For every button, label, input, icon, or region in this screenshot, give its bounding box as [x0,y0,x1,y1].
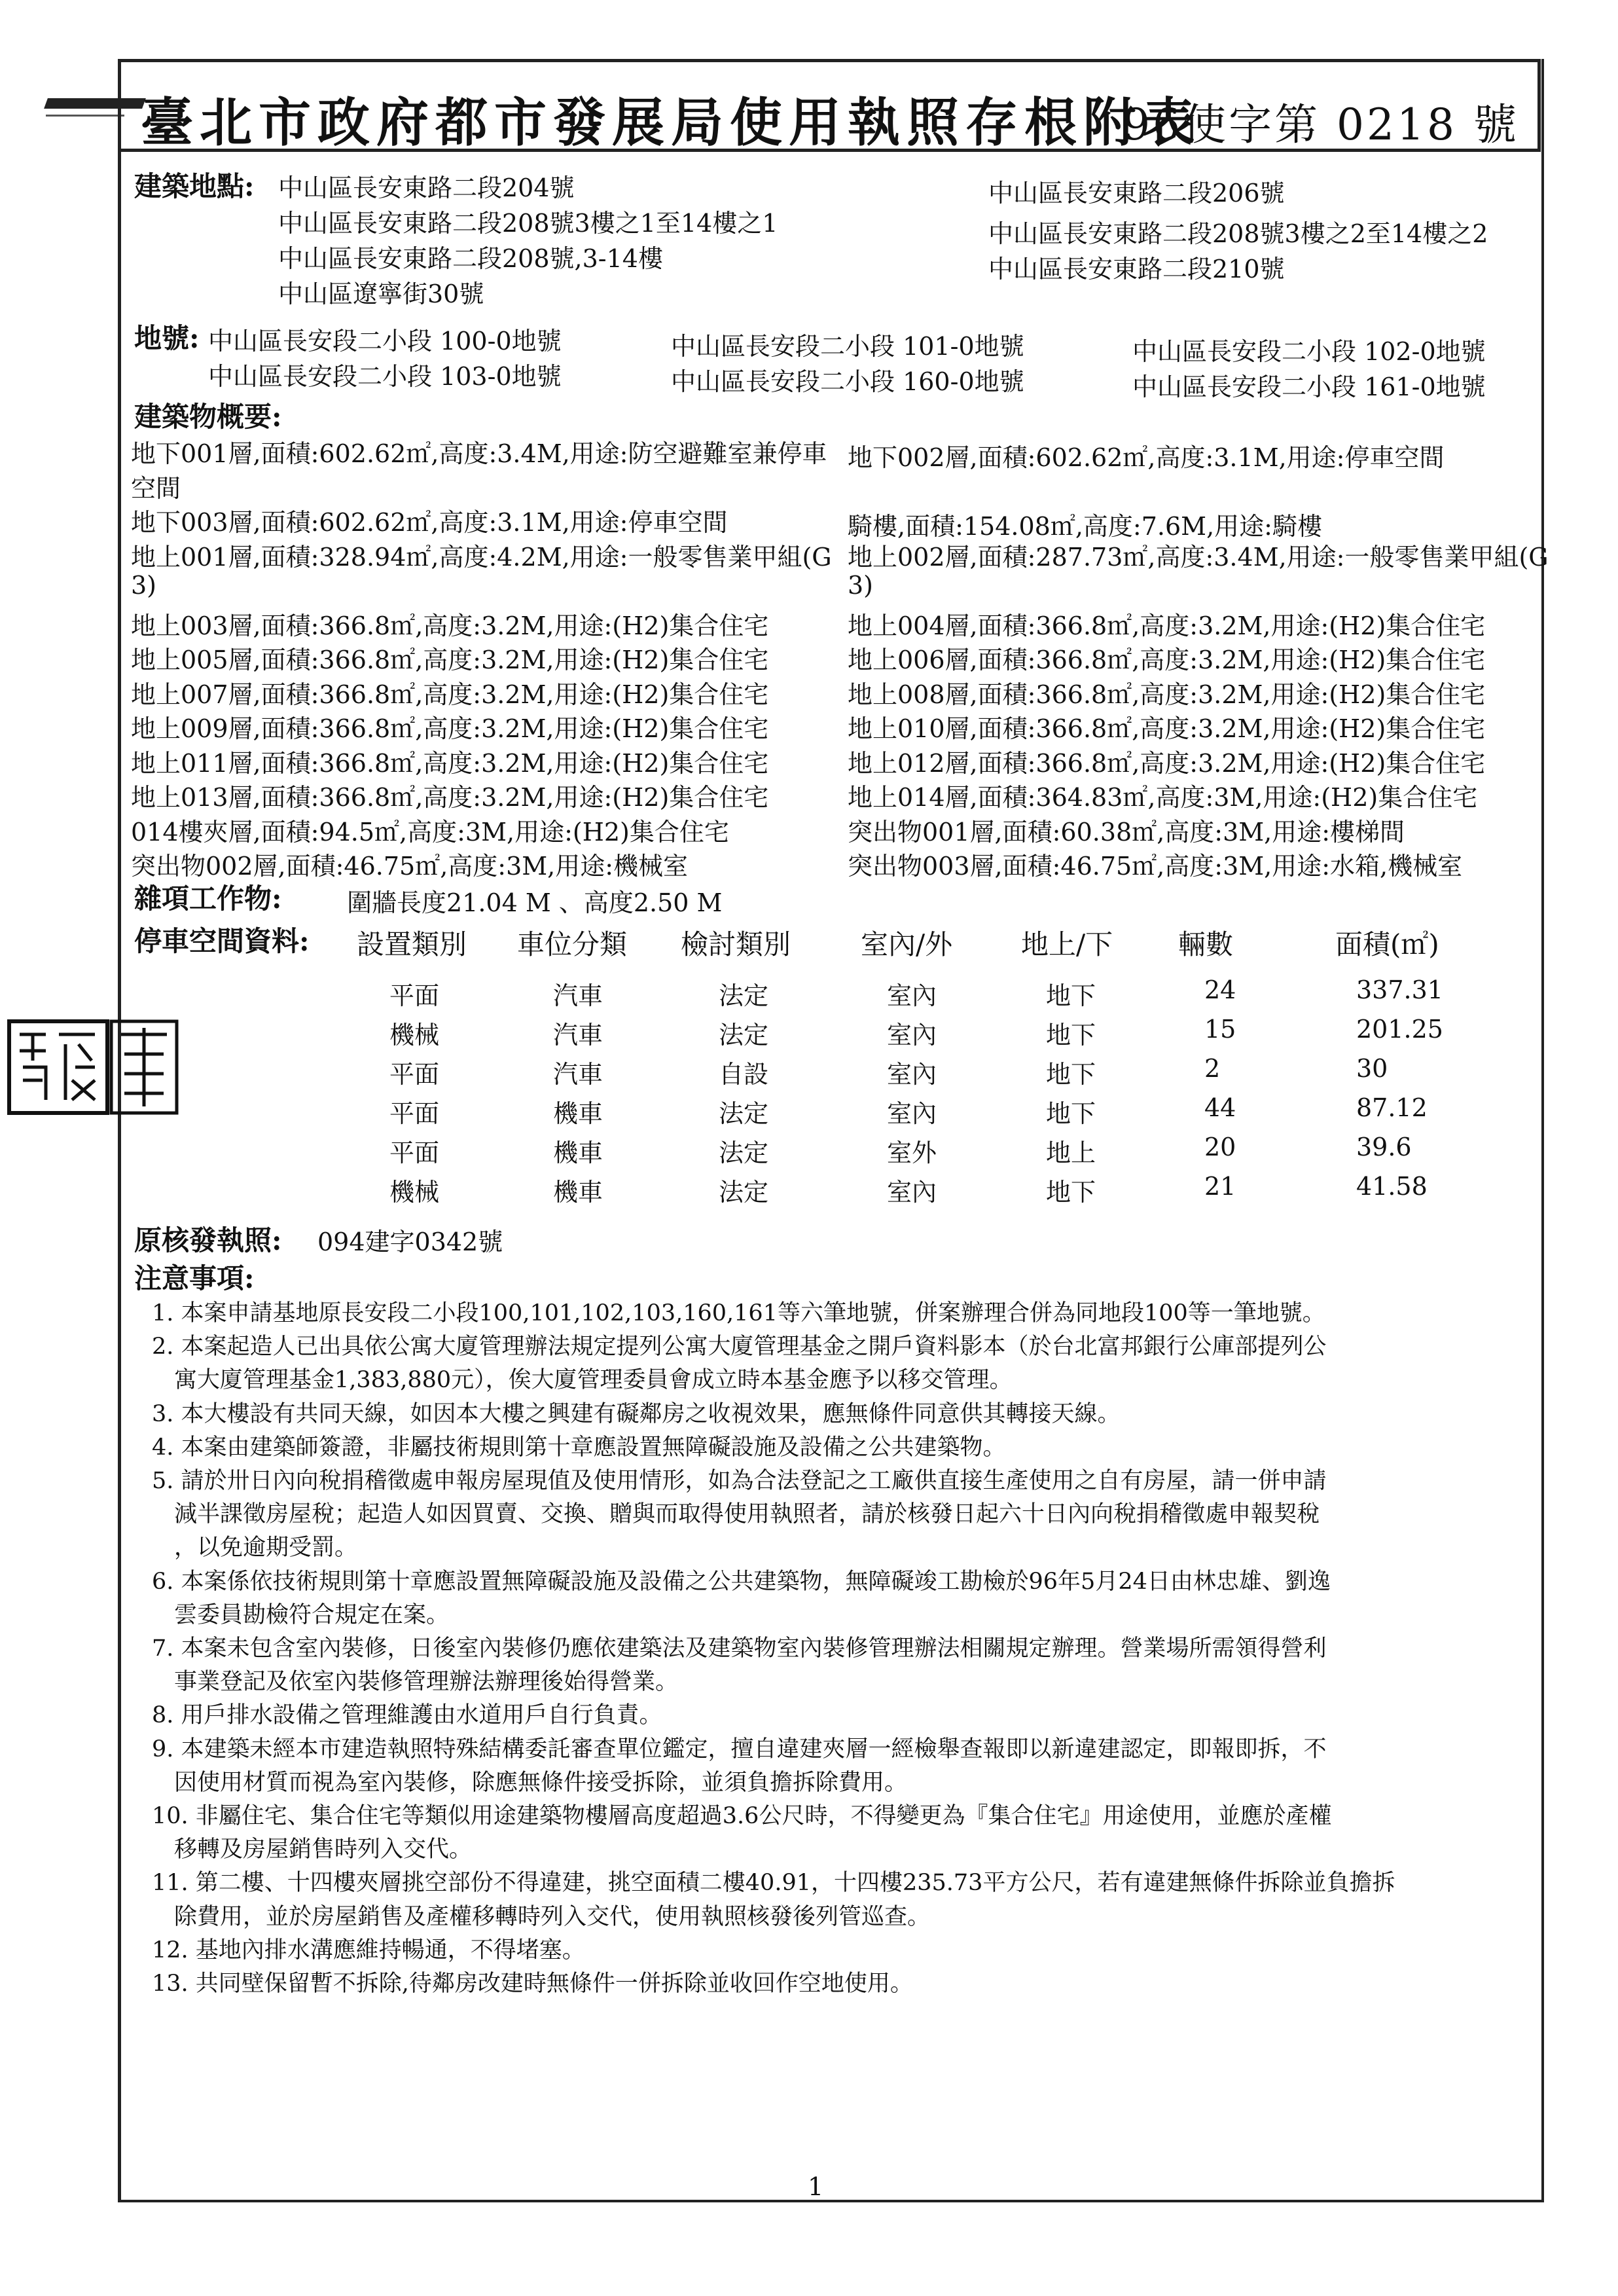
parking-header-cell: 室內/外 [861,928,953,960]
overview-item: 地上009層,面積:366.8㎡,高度:3.2M,用途:(H2)集合住宅 [131,714,769,743]
parking-cell: 機械 [389,1178,440,1207]
parking-cell: 機車 [553,1139,603,1167]
overview-item: 地上010層,面積:366.8㎡,高度:3.2M,用途:(H2)集合住宅 [848,714,1486,743]
parking-cell: 337.31 [1356,975,1443,1004]
misc-value: 圍牆長度21.04 M 、高度2.50 M [347,888,723,917]
original-permit-value: 094建字0342號 [317,1228,503,1256]
parking-cell: 法定 [719,981,769,1010]
overview-label: 建築物概要: [134,401,282,433]
note-line: 13. 共同壁保留暫不拆除,待鄰房改建時無條件一併拆除並收回作空地使用。 [152,1971,913,1997]
parking-cell: 15 [1204,1015,1236,1044]
parking-cell: 39.6 [1356,1133,1412,1161]
site-address: 中山區遼寧街30號 [278,280,484,308]
note-line: 2. 本案起造人已出具依公寓大廈管理辦法規定提列公寓大廈管理基金之開戶資料影本（於台北富邦銀行公庫部提列公 [152,1334,1327,1360]
note-line: 移轉及房屋銷售時列入交代。 [174,1836,473,1863]
parking-cell: 地上 [1046,1139,1096,1167]
overview-item: 3) [131,571,157,600]
note-line: 10. 非屬住宅、集合住宅等類似用途建築物樓層高度超過3.6公尺時，不得變更為『集合住宅』用途使用，並應於產權 [152,1803,1332,1829]
parking-header-cell: 車位分類 [517,928,628,960]
parking-cell: 機械 [389,1021,440,1049]
parking-cell: 室外 [887,1139,937,1167]
overview-item: 地上008層,面積:366.8㎡,高度:3.2M,用途:(H2)集合住宅 [848,680,1486,709]
page-number: 1 [808,2172,824,2201]
parking-cell: 20 [1204,1133,1236,1161]
overview-item: 突出物001層,面積:60.38㎡,高度:3M,用途:樓梯間 [848,817,1405,847]
official-seal [7,1015,183,1120]
parking-cell: 汽車 [553,1021,603,1049]
parking-cell: 地下 [1046,1099,1096,1128]
parking-cell: 地下 [1046,981,1096,1010]
overview-item: 地上011層,面積:366.8㎡,高度:3.2M,用途:(H2)集合住宅 [131,748,769,778]
parking-cell: 87.12 [1356,1093,1428,1122]
overview-item: 014樓夾層,面積:94.5㎡,高度:3M,用途:(H2)集合住宅 [131,817,729,847]
note-line: 7. 本案未包含室內裝修，日後室內裝修仍應依建築法及建築物室內裝修管理辦法相關規定辦理。營業場所需領得營利 [152,1635,1327,1662]
site-address: 中山區長安東路二段204號 [278,173,575,202]
lot-number: 中山區長安段二小段 100-0地號 [208,327,562,355]
parking-cell: 法定 [719,1021,769,1049]
site-address: 中山區長安東路二段208號3樓之1至14樓之1 [278,209,778,238]
parking-cell: 44 [1204,1093,1236,1122]
site-address: 中山區長安東路二段208號,3-14樓 [278,244,663,273]
parking-cell: 室內 [887,1060,937,1089]
title-bar [118,59,1541,152]
parking-cell: 法定 [719,1178,769,1207]
parking-cell: 地下 [1046,1178,1096,1207]
overview-item: 地上006層,面積:366.8㎡,高度:3.2M,用途:(H2)集合住宅 [848,646,1486,674]
document-number: 96使字第 0218 號 [1123,100,1519,150]
parking-cell: 室內 [887,1099,937,1128]
scan-artifact-line [46,115,124,117]
note-line: 因使用材質而視為室內裝修，除應無條件接受拆除，並須負擔拆除費用。 [174,1769,908,1796]
parking-cell: 平面 [389,1060,440,1089]
note-line: 3. 本大樓設有共同天線，如因本大樓之興建有礙鄰房之收視效果，應無條件同意供其轉接天線。 [152,1400,1121,1427]
note-line: 6. 本案係依技術規則第十章應設置無障礙設施及設備之公共建築物，無障礙竣工勘檢於96年5月24日由林忠雄、劉逸 [152,1568,1331,1595]
note-line: 除費用，並於房屋銷售及產權移轉時列入交代，使用執照核發後列管巡查。 [174,1903,931,1930]
parking-cell: 2 [1204,1054,1221,1083]
note-line: 9. 本建築未經本市建造執照特殊結構委託審查單位鑑定，擅自違建夾層一經檢舉查報即以新違建認定，即報即拆，不 [152,1736,1327,1762]
overview-item: 地下001層,面積:602.62㎡,高度:3.4M,用途:防空避難室兼停車 [131,439,827,468]
parking-cell: 室內 [887,1021,937,1049]
note-line: 5. 請於卅日內向稅捐稽徵處申報房屋現值及使用情形，如為合法登記之工廠供直接生產使用之自有房屋，請一併申請 [152,1468,1327,1494]
parking-cell: 201.25 [1356,1015,1443,1044]
lot-number: 中山區長安段二小段 102-0地號 [1132,337,1486,366]
parking-cell: 平面 [389,981,440,1010]
parking-cell: 地下 [1046,1060,1096,1089]
overview-item: 突出物002層,面積:46.75㎡,高度:3M,用途:機械室 [131,852,689,881]
lot-number: 中山區長安段二小段 101-0地號 [671,332,1024,361]
parking-cell: 30 [1356,1054,1388,1083]
overview-item: 騎樓,面積:154.08㎡,高度:7.6M,用途:騎樓 [848,512,1322,541]
note-line: 4. 本案由建築師簽證，非屬技術規則第十章應設置無障礙設施及設備之公共建築物。 [152,1434,1006,1461]
parking-cell: 21 [1204,1172,1236,1201]
parking-cell: 機車 [553,1178,603,1207]
lot-number: 中山區長安段二小段 160-0地號 [671,367,1024,396]
note-line: 11. 第二樓、十四樓夾層挑空部份不得違建，挑空面積二樓40.91，十四樓235.73平方公尺，若有違建無條件拆除並負擔拆 [152,1870,1395,1897]
overview-item: 地下002層,面積:602.62㎡,高度:3.1M,用途:停車空間 [848,443,1445,472]
parking-header-cell: 地上/下 [1021,928,1113,960]
notes-label: 注意事項: [134,1262,255,1294]
note-line: 事業登記及依室內裝修管理辦法辦理後始得營業。 [174,1669,679,1696]
parking-header-cell: 面積(㎡) [1335,928,1439,960]
parking-cell: 汽車 [553,1060,603,1089]
note-line: 雲委員勘檢符合規定在案。 [174,1601,450,1628]
overview-item: 地下003層,面積:602.62㎡,高度:3.1M,用途:停車空間 [131,508,728,537]
overview-item: 地上005層,面積:366.8㎡,高度:3.2M,用途:(H2)集合住宅 [131,646,769,674]
site-address: 中山區長安東路二段206號 [988,179,1285,208]
parking-cell: 汽車 [553,981,603,1010]
note-line: 寓大廈管理基金1,383,880元），俟大廈管理委員會成立時本基金應予以移交管理。 [174,1367,1013,1394]
overview-item: 地上013層,面積:366.8㎡,高度:3.2M,用途:(H2)集合住宅 [131,783,769,812]
overview-item: 地上007層,面積:366.8㎡,高度:3.2M,用途:(H2)集合住宅 [131,680,769,709]
parking-header-cell: 輛數 [1178,928,1234,960]
parking-cell: 室內 [887,1178,937,1207]
misc-label: 雜項工作物: [134,883,282,915]
overview-item: 地上012層,面積:366.8㎡,高度:3.2M,用途:(H2)集合住宅 [848,748,1486,778]
overview-item: 3) [848,571,874,600]
parking-cell: 平面 [389,1139,440,1167]
parking-header-cell: 設置類別 [357,928,467,960]
lot-number: 中山區長安段二小段 103-0地號 [208,362,562,391]
parking-cell: 24 [1204,975,1236,1004]
note-line: 1. 本案申請基地原長安段二小段100,101,102,103,160,161等六筆地號，併案辦理合併為同地段100等一筆地號。 [152,1300,1325,1326]
parking-cell: 41.58 [1356,1172,1428,1201]
site-address: 中山區長安東路二段210號 [988,255,1285,283]
parking-cell: 地下 [1046,1021,1096,1049]
overview-item: 地上002層,面積:287.73㎡,高度:3.4M,用途:一般零售業甲組(G [848,542,1549,572]
parking-cell: 法定 [719,1099,769,1128]
lot-number: 中山區長安段二小段 161-0地號 [1132,373,1486,401]
parking-label: 停車空間資料: [134,925,310,957]
parking-cell: 法定 [719,1139,769,1167]
lots-label: 地號: [134,322,200,354]
original-permit-label: 原核發執照: [134,1224,282,1256]
parking-header-cell: 檢討類別 [681,928,791,960]
parking-cell: 室內 [887,981,937,1010]
note-line: 8. 用戶排水設備之管理維護由水道用戶自行負責。 [152,1702,662,1729]
note-line: 12. 基地內排水溝應維持暢通，不得堵塞。 [152,1937,585,1963]
overview-item: 地上014層,面積:364.83㎡,高度:3M,用途:(H2)集合住宅 [848,783,1478,812]
overview-item: 突出物003層,面積:46.75㎡,高度:3M,用途:水箱,機械室 [848,852,1463,881]
site-label: 建築地點: [134,170,255,202]
note-line: 減半課徵房屋稅；起造人如因買賣、交換、贈與而取得使用執照者，請於核發日起六十日內向稅捐稽徵處申報契稅 [174,1501,1320,1528]
page-title: 臺北市政府都市發展局使用執照存根附表 [141,92,1201,153]
parking-cell: 平面 [389,1099,440,1128]
note-line: ，以免逾期受罰。 [174,1535,358,1561]
overview-item: 空間 [131,473,181,503]
overview-item: 地上004層,面積:366.8㎡,高度:3.2M,用途:(H2)集合住宅 [848,611,1486,640]
overview-item: 地上001層,面積:328.94㎡,高度:4.2M,用途:一般零售業甲組(G [131,542,832,572]
site-address: 中山區長安東路二段208號3樓之2至14樓之2 [988,219,1488,248]
overview-item: 地上003層,面積:366.8㎡,高度:3.2M,用途:(H2)集合住宅 [131,611,769,640]
parking-cell: 自設 [719,1060,769,1089]
parking-cell: 機車 [553,1099,603,1128]
